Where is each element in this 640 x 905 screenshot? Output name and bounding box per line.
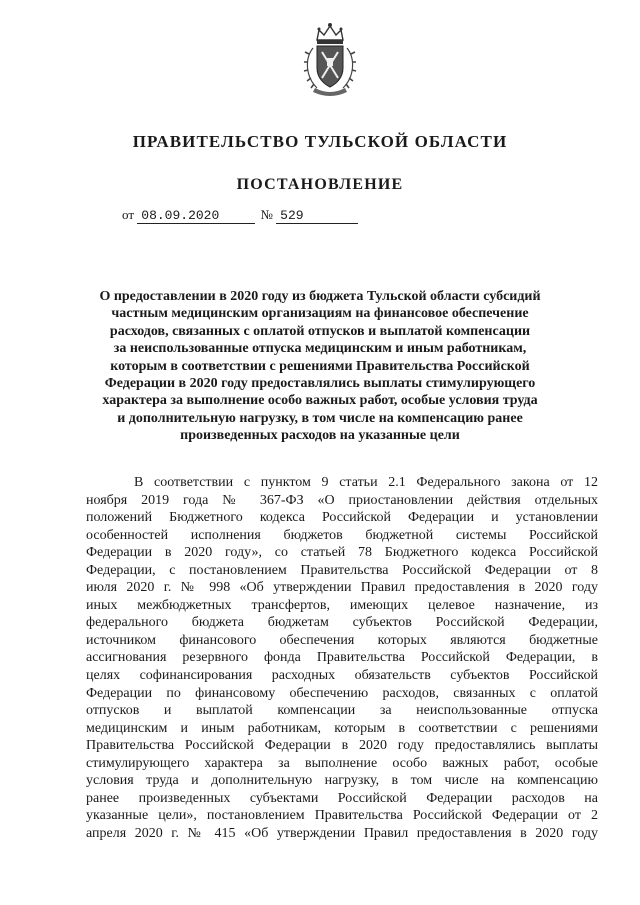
body-line: В соответствии с пунктом 9 статьи 2.1 Федерального закона от 12 <box>134 475 598 490</box>
body-line: апреля 2020 г. № 415 «Об утверждении Правил предоставления в 2020 году <box>86 825 598 841</box>
body-line: Федерации по финансовому обеспечению расходов, связанных с оплатой <box>86 685 598 701</box>
subject-line: которым в соответствии с решениями Правительства Российской <box>110 358 530 374</box>
subject-line: и дополнительную нагрузку, в том числе на компенсацию ранее <box>117 410 523 426</box>
body-line: целях софинансирования расходных обязательств субъектов Российской <box>86 668 598 684</box>
document-type: ПОСТАНОВЛЕНИЕ <box>236 176 404 193</box>
body-line: июля 2020 г. № 998 «Об утверждении Правил предоставления в 2020 году <box>86 580 598 596</box>
subject-line: характера за выполнение особо важных работ, особые условия труда <box>102 393 538 409</box>
date-number-line <box>122 207 358 224</box>
date-label: от <box>122 207 135 222</box>
number-label: № <box>260 207 273 222</box>
body-line: положений Бюджетного кодекса Российской Федерации и установлении <box>86 510 598 526</box>
body-line: ранее произведенных субъектами Российской Федерации расходов на <box>86 790 598 806</box>
body-line: стимулирующего характера за выполнение особо важных работ, особые <box>86 755 598 771</box>
number-value: 529 <box>276 208 358 224</box>
body-line: Федерации, с постановлением Правительства Российской Федерации от 8 <box>86 562 598 578</box>
subject-line: частным медицинским организациям на финансовое обеспечение <box>111 306 529 322</box>
body-line: ноября 2019 года № 367-ФЗ «О приостановлении действия отдельных <box>86 492 598 508</box>
body-line: указанные цели», постановлением Правительства Российской Федерации от 2 <box>86 808 598 824</box>
body-paragraph <box>86 474 598 842</box>
document-subject <box>70 288 570 445</box>
body-line: ассигнования резервного фонда Правительства Российской Федерации, в <box>86 650 598 666</box>
subject-line: расходов, связанных с оплатой отпусков и выплатой компенсации <box>109 323 531 339</box>
body-line: отпусков и выплатой компенсации за неиспользованные отпуска <box>86 703 598 719</box>
body-line: условия труда и дополнительную нагрузку, в том числе на компенсацию <box>86 773 598 789</box>
body-line: иных межбюджетных трансфертов, имеющих целевое назначение, из <box>86 597 598 613</box>
coat-of-arms-icon <box>303 22 357 98</box>
body-line: Федерации в 2020 году», со статьей 78 Бюджетного кодекса Российской <box>86 545 598 561</box>
body-line: Правительства Российской Федерации в 2020 году предоставлялись выплаты <box>86 738 598 754</box>
subject-line: произведенных расходов на указанные цели <box>180 428 460 444</box>
body-line: источником финансового обеспечения которых являются бюджетные <box>86 632 598 648</box>
body-line: медицинским и иным работникам, которым в соответствии с решениями <box>86 720 598 736</box>
subject-line: за неиспользованные отпуска медицинским и иным работникам, <box>113 341 527 357</box>
body-line: особенностей исполнения бюджетов бюджетной системы Российской <box>86 527 598 543</box>
date-value: 08.09.2020 <box>137 208 255 224</box>
subject-line: О предоставлении в 2020 году из бюджета Тульской области субсидий <box>99 289 541 304</box>
subject-line: Федерации в 2020 году предоставлялись выплаты стимулирующего <box>104 376 536 392</box>
body-line: федерального бюджета бюджетам субъектов Российской Федерации, <box>86 615 598 631</box>
government-title: ПРАВИТЕЛЬСТВО ТУЛЬСКОЙ ОБЛАСТИ <box>132 132 508 151</box>
